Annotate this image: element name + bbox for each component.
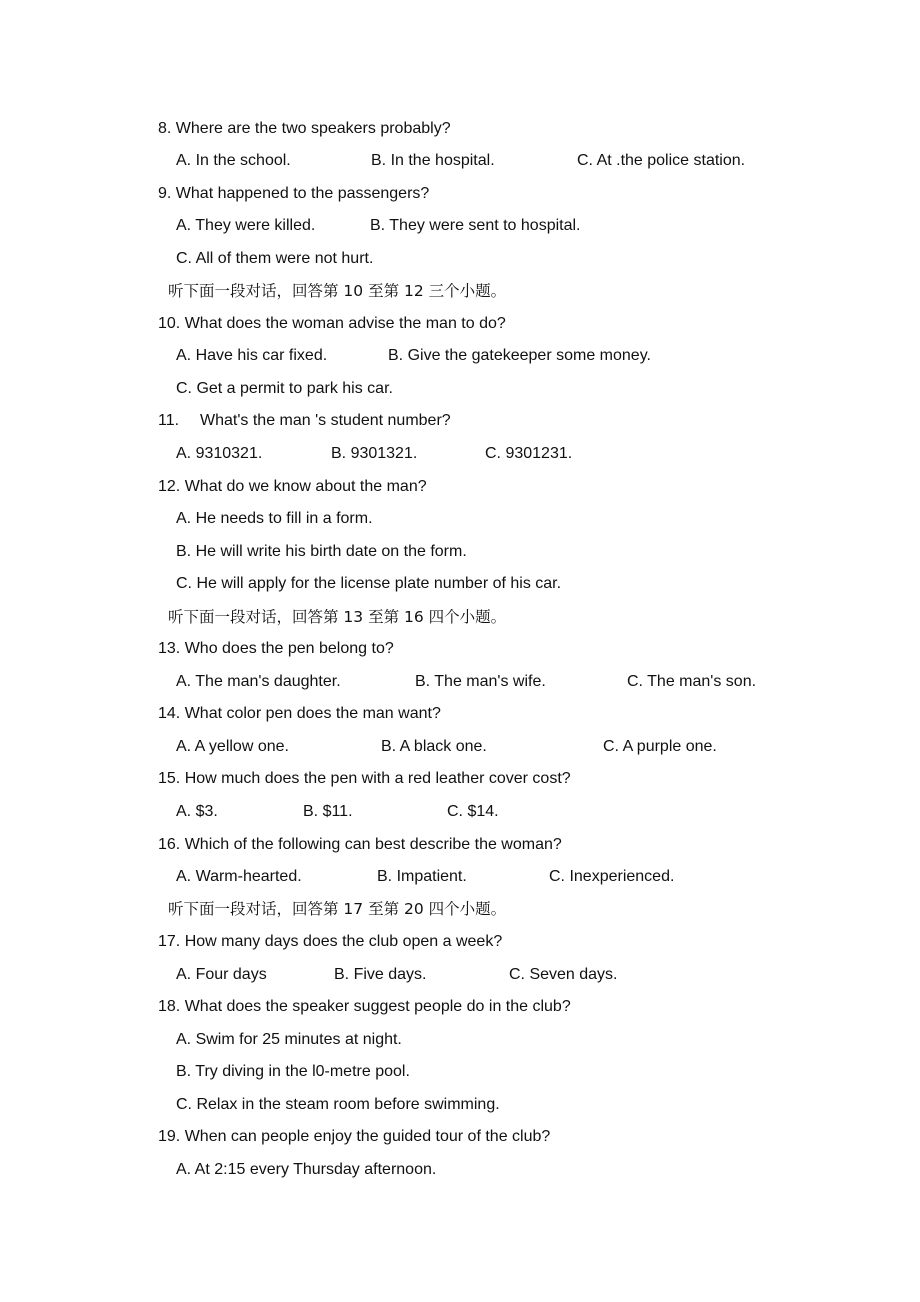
question-19: 19. When can people enjoy the guided tour of the club? xyxy=(158,1128,551,1145)
question-9: 9. What happened to the passengers? xyxy=(158,185,430,202)
q18-option-a: A. Swim for 25 minutes at night. xyxy=(176,1031,402,1048)
question-10: 10. What does the woman advise the man to do? xyxy=(158,315,506,332)
q12-option-b: B. He will write his birth date on the form. xyxy=(176,543,467,560)
question-17: 17. How many days does the club open a week? xyxy=(158,933,503,950)
q17-option-a: A. Four days xyxy=(176,966,267,983)
q15-option-c: C. $14. xyxy=(447,803,499,820)
section-instruction-17-20: 听下面一段对话，回答第 17 至第 20 四个小题。 xyxy=(168,900,507,918)
q16-option-c: C. Inexperienced. xyxy=(549,868,675,885)
question-15: 15. How much does the pen with a red leather cover cost? xyxy=(158,770,571,787)
q16-option-a: A. Warm-hearted. xyxy=(176,868,302,885)
question-14: 14. What color pen does the man want? xyxy=(158,705,441,722)
q13-option-a: A. The man's daughter. xyxy=(176,673,341,690)
q19-option-a: A. At 2:15 every Thursday afternoon. xyxy=(176,1161,437,1178)
q11-option-b: B. 9301321. xyxy=(331,445,418,462)
q18-option-b: B. Try diving in the l0-metre pool. xyxy=(176,1063,410,1080)
q12-option-a: A. He needs to fill in a form. xyxy=(176,510,373,527)
q14-option-c: C. A purple one. xyxy=(603,738,717,755)
q11-option-a: A. 9310321. xyxy=(176,445,263,462)
q17-option-c: C. Seven days. xyxy=(509,966,618,983)
q13-option-c: C. The man's son. xyxy=(627,673,757,690)
q8-option-a: A. In the school. xyxy=(176,152,291,169)
question-11-number: 11. xyxy=(158,412,180,429)
q8-option-c: C. At .the police station. xyxy=(577,152,746,169)
q16-option-b: B. Impatient. xyxy=(377,868,467,885)
q10-option-b: B. Give the gatekeeper some money. xyxy=(388,347,651,364)
question-16: 16. Which of the following can best describe the woman? xyxy=(158,836,562,853)
q9-option-c: C. All of them were not hurt. xyxy=(176,250,374,267)
q15-option-a: A. $3. xyxy=(176,803,218,820)
section-instruction-13-16: 听下面一段对话，回答第 13 至第 16 四个小题。 xyxy=(168,608,507,626)
q11-option-c: C. 9301231. xyxy=(485,445,573,462)
q10-option-a: A. Have his car fixed. xyxy=(176,347,328,364)
question-18: 18. What does the speaker suggest people do in the club? xyxy=(158,998,571,1015)
q9-option-b: B. They were sent to hospital. xyxy=(370,217,581,234)
q14-option-b: B. A black one. xyxy=(381,738,487,755)
q18-option-c: C. Relax in the steam room before swimming. xyxy=(176,1096,500,1113)
question-8: 8. Where are the two speakers probably? xyxy=(158,120,451,137)
question-12: 12. What do we know about the man? xyxy=(158,478,427,495)
q12-option-c: C. He will apply for the license plate number of his car. xyxy=(176,575,562,592)
question-13: 13. Who does the pen belong to? xyxy=(158,640,394,657)
q15-option-b: B. $11. xyxy=(303,803,353,820)
q17-option-b: B. Five days. xyxy=(334,966,427,983)
q8-option-b: B. In the hospital. xyxy=(371,152,495,169)
q13-option-b: B. The man's wife. xyxy=(415,673,546,690)
q10-option-c: C. Get a permit to park his car. xyxy=(176,380,393,397)
question-11: What's the man 's student number? xyxy=(200,412,451,429)
q14-option-a: A. A yellow one. xyxy=(176,738,289,755)
q9-option-a: A. They were killed. xyxy=(176,217,316,234)
section-instruction-10-12: 听下面一段对话，回答第 10 至第 12 三个小题。 xyxy=(168,282,507,300)
